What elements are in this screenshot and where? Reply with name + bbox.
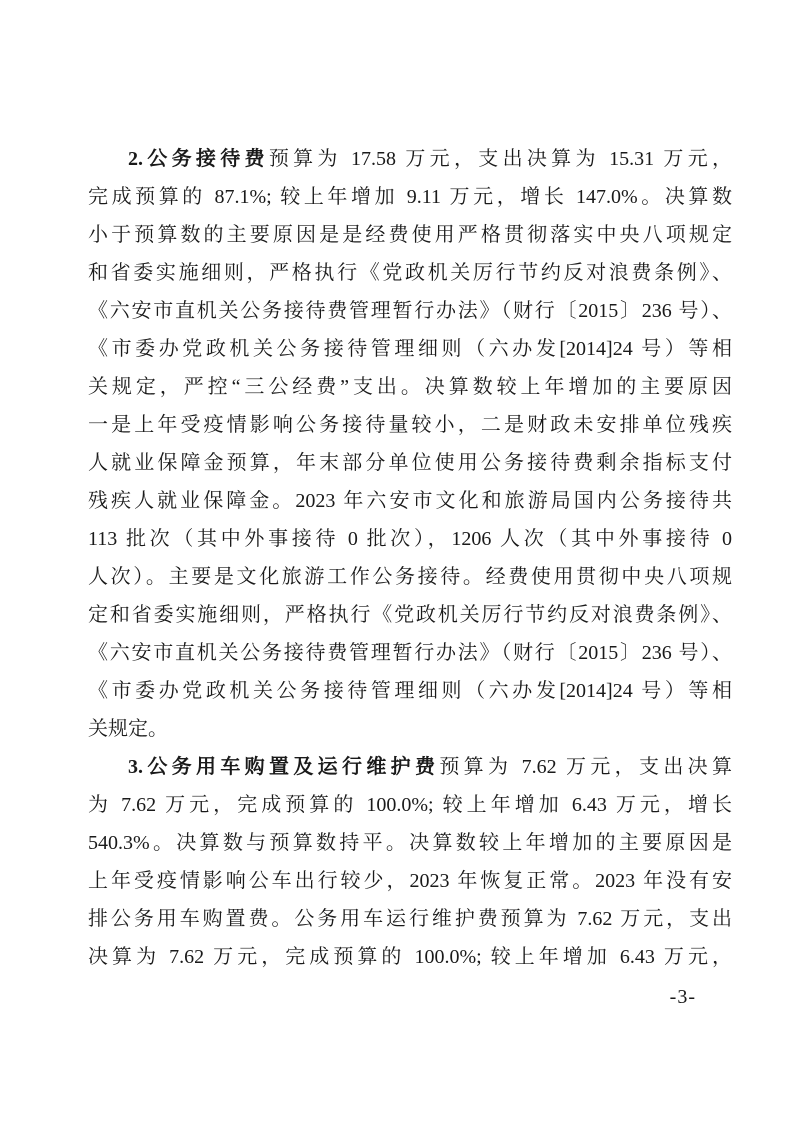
text-line: 小于预算数的主要原因是是经费使用严格贯彻落实中央八项规定 (88, 224, 732, 246)
text-line: 定和省委实施细则，严格执行《党政机关厉行节约反对浪费条例》、 (88, 604, 732, 626)
section-2-heading-rest: 预算为 17.58 万元，支出决算为 15.31 万元， (268, 148, 733, 170)
section-3-heading-rest: 预算为 7.62 万元，支出决算 (439, 756, 733, 778)
section-2-heading-line (88, 140, 732, 178)
text-line: 540.3%。决算数与预算数持平。决算数较上年增加的主要原因是 (88, 832, 732, 854)
text-line: 和省委实施细则，严格执行《党政机关厉行节约反对浪费条例》、 (88, 262, 732, 284)
section-3-heading-line (88, 748, 732, 786)
text-line: 为 7.62 万元，完成预算的 100.0%; 较上年增加 6.43 万元，增长 (88, 794, 732, 816)
text-line: 《市委办党政机关公务接待管理细则（六办发[2014]24 号）等相 (88, 338, 732, 360)
text-line: 关规定，严控“三公经费”支出。决算数较上年增加的主要原因 (88, 376, 732, 398)
text-line: 一是上年受疫情影响公务接待量较小，二是财政未安排单位残疾 (88, 414, 732, 436)
text-line: 113 批次（其中外事接待 0 批次），1206 人次（其中外事接待 0 (88, 528, 732, 550)
text-line: 人次）。主要是文化旅游工作公务接待。经费使用贯彻中央八项规 (88, 566, 732, 588)
text-line: 决算为 7.62 万元，完成预算的 100.0%; 较上年增加 6.43 万元， (88, 946, 732, 968)
text-line: 《市委办党政机关公务接待管理细则（六办发[2014]24 号）等相 (88, 680, 732, 702)
text-line: 《六安市直机关公务接待费管理暂行办法》（财行〔2015〕236 号）、 (88, 300, 732, 322)
text-line: 排公务用车购置费。公务用车运行维护费预算为 7.62 万元，支出 (88, 908, 732, 930)
section-2-heading: 2.公务接待费 (128, 148, 269, 170)
section-3-heading: 3.公务用车购置及运行维护费 (128, 756, 440, 778)
document-body (88, 140, 732, 976)
text-line: 人就业保障金预算，年末部分单位使用公务接待费剩余指标支付 (88, 452, 732, 474)
text-line: 残疾人就业保障金。2023 年六安市文化和旅游局国内公务接待共 (88, 490, 732, 512)
text-line: 完成预算的 87.1%; 较上年增加 9.11 万元，增长 147.0%。决算数 (88, 186, 732, 208)
text-line: 《六安市直机关公务接待费管理暂行办法》（财行〔2015〕236 号）、 (88, 642, 732, 664)
text-line: 关规定。 (88, 718, 168, 740)
text-line: 上年受疫情影响公车出行较少，2023 年恢复正常。2023 年没有安 (88, 870, 732, 892)
page-number: -3- (669, 986, 696, 1008)
